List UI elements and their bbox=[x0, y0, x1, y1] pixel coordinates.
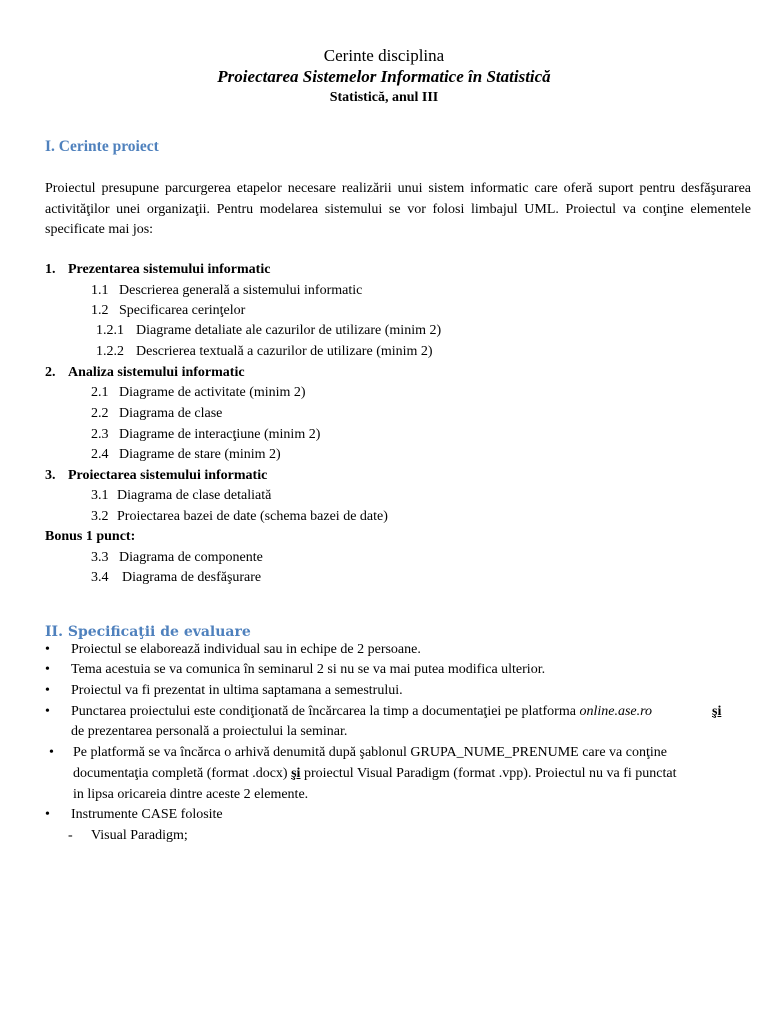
outline-num: 3. bbox=[45, 468, 56, 483]
outline-label: Analiza sistemului informatic bbox=[68, 365, 245, 380]
outline-label: Diagrame de interacţiune (minim 2) bbox=[119, 427, 321, 442]
outline-label: Diagrame de stare (minim 2) bbox=[119, 447, 281, 462]
bullet-icon: • bbox=[45, 704, 50, 719]
section1-intro: Proiectul presupune parcurgerea etapelor necesare realizării unui sistem informatic care oferă suport pentru desfăşurarea activităţilor unei organizaţii. Pentru modelarea sistemului se vor folosi limbajul UML. Proiectul va conţine elementele specificate mai jos: bbox=[45, 181, 751, 237]
bullet-text-3: Proiectul va fi prezentat in ultima saptamana a semestrului. bbox=[71, 683, 403, 698]
bullet-5-si: şi bbox=[291, 766, 301, 781]
outline-item-2-2 bbox=[91, 404, 222, 424]
outline-item-3-4 bbox=[91, 568, 261, 588]
bullet-text-2: Tema acestuia se va comunica în seminarul 2 si nu se va mai putea modifica ulterior. bbox=[71, 662, 546, 677]
outline-item-3-1 bbox=[91, 486, 271, 506]
outline-label: Specificarea cerinţelor bbox=[119, 303, 246, 318]
outline-label: Diagrama de clase bbox=[119, 406, 223, 421]
bullet-icon: • bbox=[45, 807, 50, 822]
outline-item-2 bbox=[45, 363, 245, 383]
outline-num: 1.1 bbox=[91, 283, 109, 298]
bullet-4-text: Punctarea proiectului este condiţionată de încărcarea la timp a documentaţiei pe platforma bbox=[71, 704, 580, 719]
outline-item-3-2 bbox=[91, 507, 388, 527]
bullet-text-4-line2: de prezentarea personală a proiectului la seminar. bbox=[71, 724, 348, 739]
bullet-5-text-b: proiectul Visual Paradigm (format .vpp). Proiectul nu va fi punctat bbox=[300, 766, 677, 781]
outline-num: 2. bbox=[45, 365, 56, 380]
outline-num: 3.2 bbox=[91, 509, 109, 524]
outline-label: Diagrame detaliate ale cazurilor de utilizare (minim 2) bbox=[136, 323, 442, 338]
bullet-icon: • bbox=[45, 683, 50, 698]
section1-heading: I. Cerinte proiect bbox=[45, 138, 159, 155]
outline-item-2-1 bbox=[91, 383, 306, 403]
outline-item-1 bbox=[45, 260, 270, 280]
outline-item-1-2-2 bbox=[96, 342, 433, 362]
bullet-text-1: Proiectul se elaborează individual sau in echipe de 2 persoane. bbox=[71, 642, 421, 657]
platform-link[interactable]: online.ase.ro bbox=[579, 704, 653, 719]
outline-label: Proiectarea bazei de date (schema bazei de date) bbox=[117, 509, 388, 524]
bullet-5-text-a: documentaţia completă (format .docx) bbox=[73, 766, 292, 781]
outline-num: 1. bbox=[45, 262, 56, 277]
outline-label: Proiectarea sistemului informatic bbox=[68, 468, 268, 483]
outline-label: Prezentarea sistemului informatic bbox=[68, 262, 271, 277]
bullet-text-6: Instrumente CASE folosite bbox=[71, 807, 223, 822]
outline-item-3-3 bbox=[91, 548, 263, 568]
outline-item-1-1 bbox=[91, 281, 362, 301]
bullet-text-5-line1: Pe platformă se va încărca o arhivă denumită după şablonul GRUPA_NUME_PRENUME care va conţine bbox=[73, 745, 667, 760]
bullet-icon: • bbox=[45, 642, 50, 657]
outline-label: Descrierea generală a sistemului informatic bbox=[119, 283, 363, 298]
doc-title-line1: Cerinte disciplina bbox=[323, 46, 445, 65]
outline-num: 1.2.1 bbox=[96, 323, 124, 338]
outline-num: 1.2 bbox=[91, 303, 109, 318]
outline-item-1-2 bbox=[91, 301, 245, 321]
outline-item-2-3 bbox=[91, 425, 320, 445]
outline-label: Diagrama de componente bbox=[119, 550, 263, 565]
section2-heading: II. Specificaţii de evaluare bbox=[45, 624, 251, 640]
outline-item-3 bbox=[45, 466, 267, 486]
outline-num: 1.2.2 bbox=[96, 344, 124, 359]
outline-num: 2.1 bbox=[91, 385, 109, 400]
bullet-text-5-line2 bbox=[73, 764, 751, 785]
outline-num: 3.4 bbox=[91, 570, 109, 585]
outline-num: 2.3 bbox=[91, 427, 109, 442]
bonus-label: Bonus 1 punct: bbox=[45, 529, 136, 544]
outline-num: 2.2 bbox=[91, 406, 109, 421]
bullet-4-si: şi bbox=[712, 704, 722, 719]
bullet-icon: • bbox=[49, 745, 54, 760]
doc-title-year: Statistică, anul III bbox=[329, 90, 439, 105]
outline-item-1-2-1 bbox=[96, 321, 441, 341]
bullet-text-4-line1 bbox=[71, 702, 723, 723]
doc-title-course: Proiectarea Sistemelor Informatice în Statistică bbox=[217, 67, 551, 86]
outline-label: Diagrame de activitate (minim 2) bbox=[119, 385, 306, 400]
outline-num: 3.1 bbox=[91, 488, 109, 503]
outline-item-2-4 bbox=[91, 445, 281, 465]
outline-label: Diagrama de desfăşurare bbox=[122, 570, 262, 585]
outline-label: Diagrama de clase detaliată bbox=[117, 488, 272, 503]
dash-icon: - bbox=[68, 828, 73, 843]
bullet-text-5-line3: in lipsa oricareia dintre aceste 2 elemente. bbox=[73, 787, 309, 802]
sub-item-visual-paradigm: Visual Paradigm; bbox=[91, 828, 188, 843]
bullet-icon: • bbox=[45, 662, 50, 677]
outline-label: Descrierea textuală a cazurilor de utilizare (minim 2) bbox=[136, 344, 433, 359]
outline-num: 2.4 bbox=[91, 447, 109, 462]
outline-num: 3.3 bbox=[91, 550, 109, 565]
